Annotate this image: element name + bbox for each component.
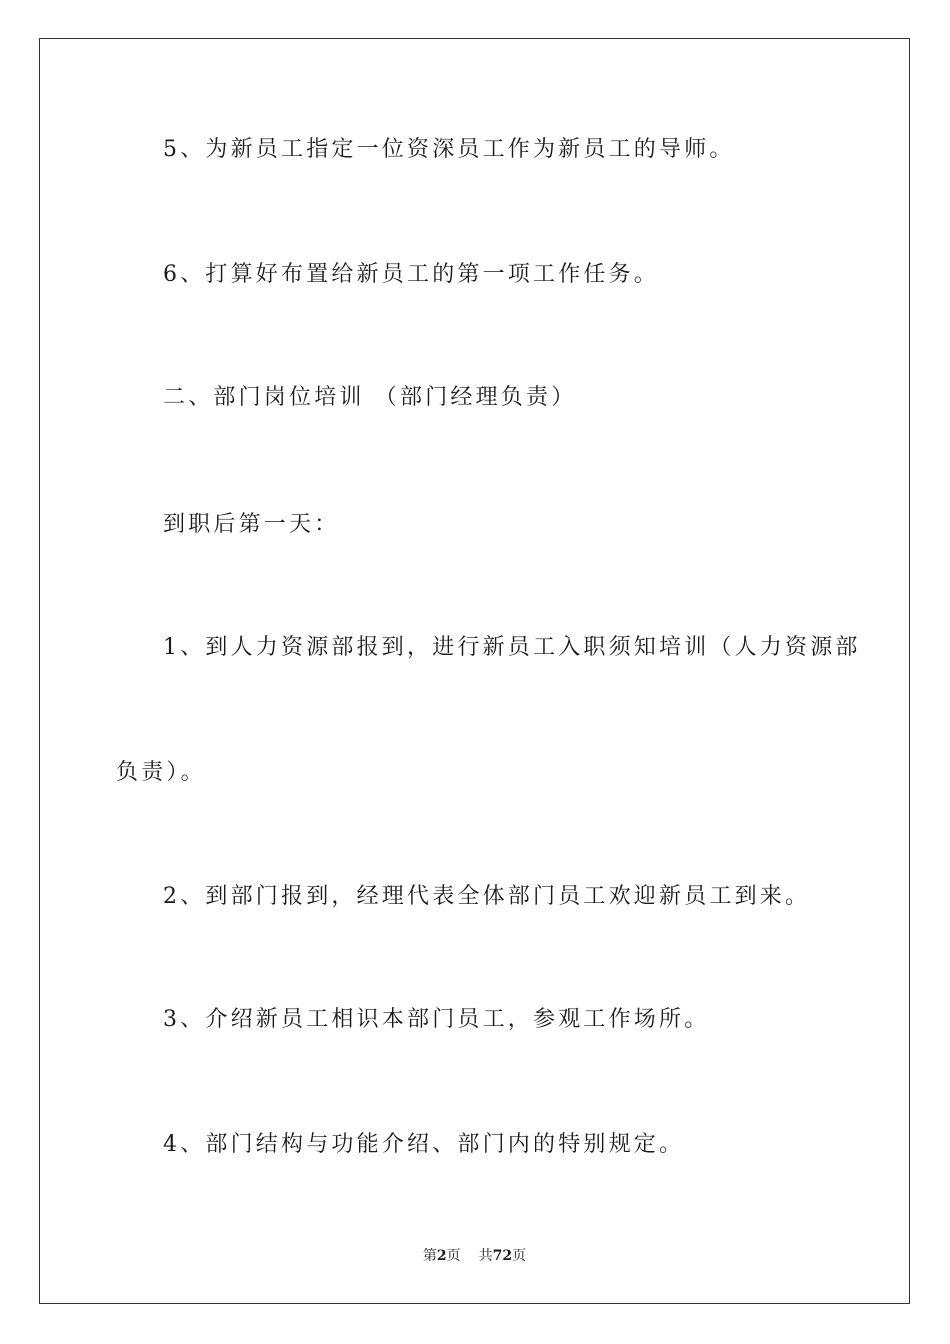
paragraph-line: 4、部门结构与功能介绍、部门内的特别规定。 — [163, 1132, 685, 1157]
footer-page-prefix: 第 — [422, 1248, 437, 1264]
paragraph-line: 到职后第一天： — [163, 512, 340, 537]
paragraph-line-continuation: 负责）。 — [116, 760, 206, 785]
paragraph-line: 2、到部门报到，经理代表全体部门员工欢迎新员工到来。 — [163, 884, 811, 909]
footer-page-suffix: 页 — [446, 1248, 461, 1264]
page-footer — [40, 1245, 909, 1265]
paragraph-line: 6、打算好布置给新员工的第一项工作任务。 — [163, 262, 659, 287]
footer-total-pages: 72 — [492, 1248, 513, 1264]
footer-total-prefix: 共 — [478, 1248, 493, 1264]
section-heading: 二、部门岗位培训 （部门经理负责） — [163, 385, 577, 410]
paragraph-line: 1、到人力资源部报到，进行新员工入职须知培训（人力资源部 — [163, 635, 861, 660]
document-page — [39, 38, 910, 1304]
paragraph-line: 3、介绍新员工相识本部门员工，参观工作场所。 — [163, 1007, 710, 1032]
footer-total-suffix: 页 — [512, 1248, 527, 1264]
paragraph-line: 5、为新员工指定一位资深员工作为新员工的导师。 — [163, 137, 735, 162]
footer-page-number: 2 — [436, 1248, 447, 1264]
